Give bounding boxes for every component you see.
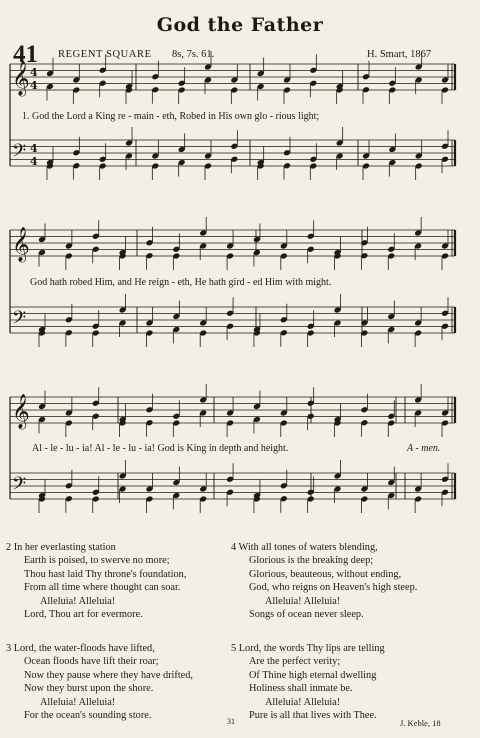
hymn-number: 41	[13, 41, 38, 68]
verse-line: Now they pause where they have drifted,	[24, 669, 193, 681]
verse-line: For the ocean's sounding store.	[24, 710, 152, 722]
lyric-line-1: 1. God the Lord a King re - main - eth, Robed in His own glo - rious light;	[22, 111, 320, 122]
section-title: God the Father	[156, 14, 324, 36]
verse-line: Of Thine high eternal dwelling	[249, 669, 377, 681]
verse-line: Songs of ocean never sleep.	[249, 609, 364, 621]
tune-name: REGENT SQUARE	[58, 49, 152, 60]
verse-line: Alleluia! Alleluia!	[265, 696, 341, 708]
verse-line: Lord, Thou art for evermore.	[24, 609, 143, 621]
verse-line: 2 In her everlasting station	[6, 542, 116, 553]
verse-4	[231, 541, 417, 621]
verse-line: Pure is all that lives with Thee.	[249, 710, 377, 722]
verse-line: 3 Lord, the water-floods have lifted,	[6, 643, 155, 654]
treble-clef: 𝄞	[12, 61, 30, 96]
verse-line: 5 Lord, the words Thy lips are telling	[231, 643, 385, 654]
verse-line: Holiness shall inmate be.	[249, 683, 353, 695]
verse-line: Alleluia! Alleluia!	[40, 595, 116, 607]
verse-line: From all time where thought can soar.	[24, 582, 181, 594]
verse-line: Ocean floods have lift their roar;	[24, 656, 159, 668]
treble-clef: 𝄞	[12, 227, 30, 262]
time-signature: 4	[30, 155, 38, 168]
treble-clef: 𝄞	[12, 394, 30, 429]
verse-line: God, who reigns on Heaven's high steep.	[249, 582, 418, 594]
verse-line: Earth is poised, to swerve no more;	[24, 555, 170, 567]
lyric-line-2: God hath robed Him, and He reign - eth, He hath gird - ed Him with might.	[30, 277, 332, 288]
time-signature: 4	[30, 66, 38, 79]
time-signature: 4	[30, 79, 38, 92]
verse-5	[231, 642, 385, 722]
verse-3	[6, 642, 193, 722]
verse-2	[6, 541, 186, 621]
lyric-amen: A - men.	[407, 443, 441, 454]
lyric-line-3: Al - le - lu - ia! Al - le - lu - ia! God is King in depth and height.	[32, 443, 289, 454]
bass-clef: 𝄢	[12, 474, 27, 499]
verse-line: Thou hast laid Thy throne's foundation,	[24, 568, 187, 580]
verse-line: Glorious is the breaking deep;	[249, 555, 374, 567]
verse-line: 4 With all tones of waters blending,	[231, 542, 378, 553]
composer: H. Smart, 1867	[367, 49, 432, 60]
meter: 8s, 7s. 61.	[172, 49, 215, 60]
author-credit: J. Keble, 18	[400, 718, 441, 728]
verse-line: Glorious, beauteous, without ending,	[249, 568, 402, 580]
page-number: 31	[227, 717, 235, 726]
verse-line: Alleluia! Alleluia!	[40, 696, 116, 708]
bass-clef: 𝄢	[12, 141, 27, 166]
time-signature: 4	[30, 142, 38, 155]
verse-line: Alleluia! Alleluia!	[265, 595, 341, 607]
bass-clef: 𝄢	[12, 308, 27, 333]
verse-line: Are the perfect verity;	[249, 656, 341, 668]
verse-line: Now they burst upon the shore.	[24, 683, 154, 695]
